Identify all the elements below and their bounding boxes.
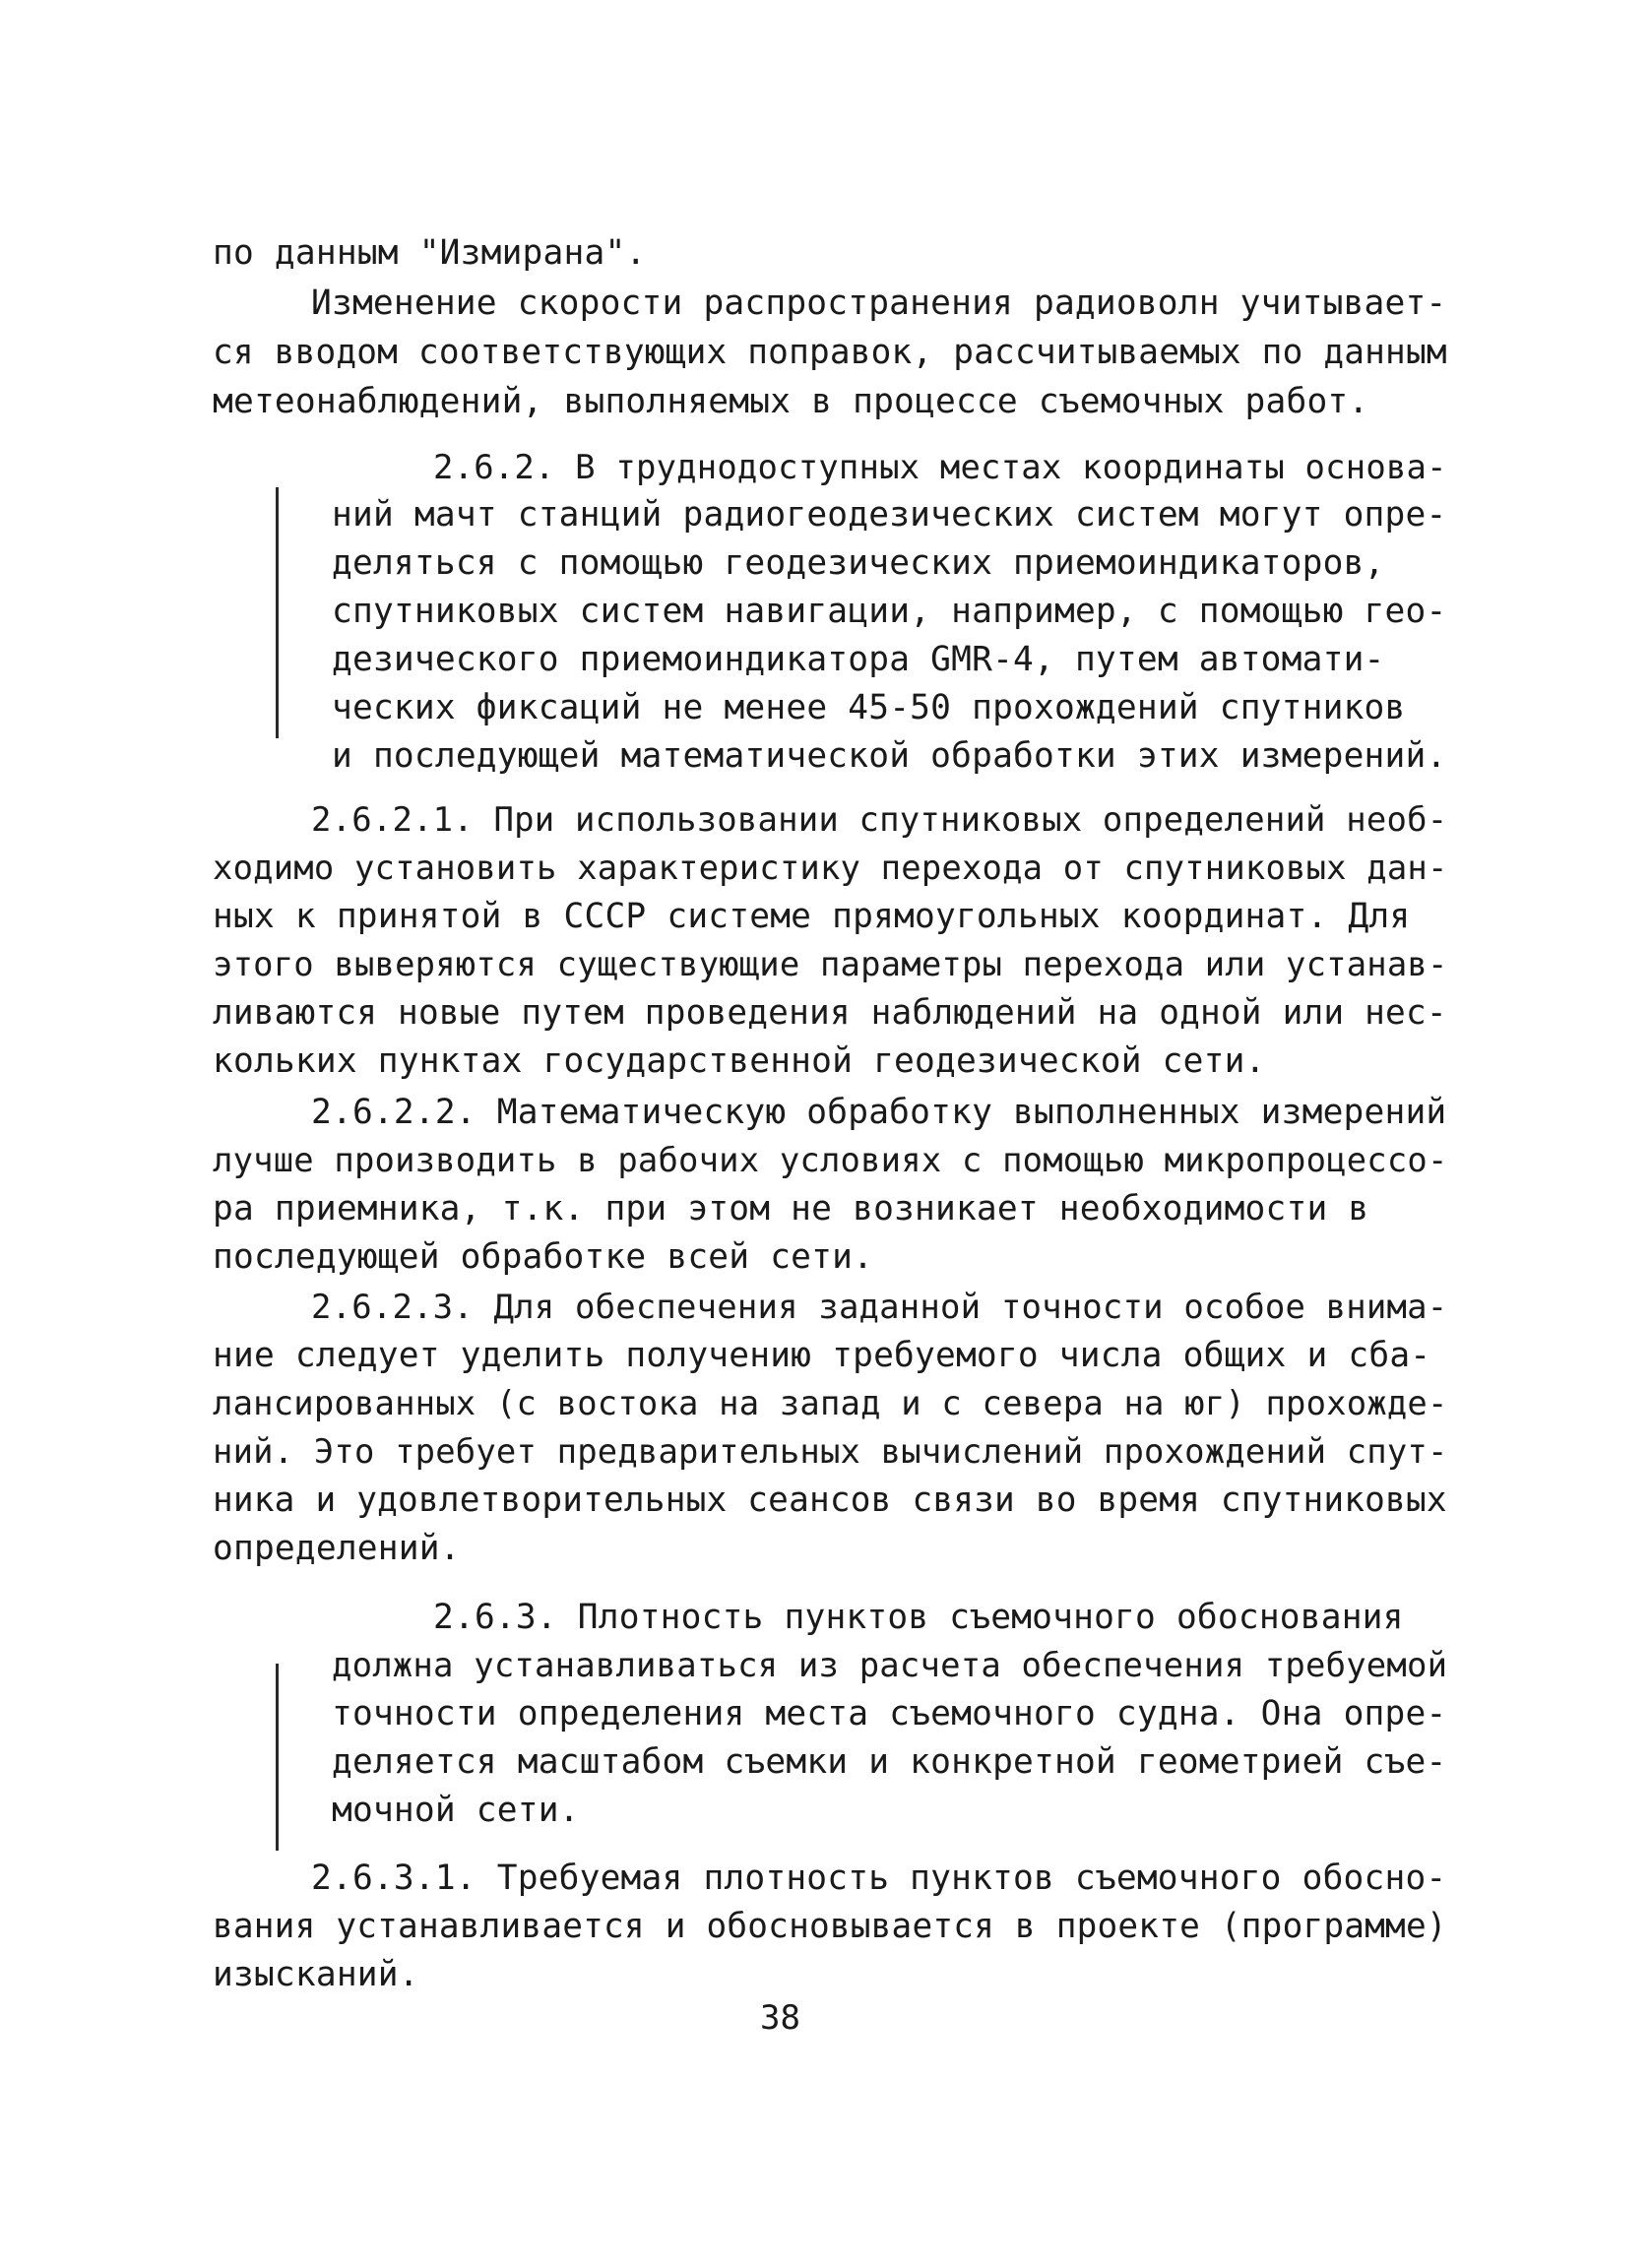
text-line: 2.6.3.1. Требуемая плотность пунктов съемочного обосно-: [311, 1858, 1447, 1898]
text-line: ние следует уделить получению требуемого числа общих и сба-: [213, 1336, 1431, 1375]
text-line: Изменение скорости распространения радиоволн учитывает-: [311, 284, 1447, 323]
text-line: деляется масштабом съемки и конкретной геометрией съе-: [332, 1742, 1447, 1782]
text-line: ческих фиксаций не менее 45-50 прохождений спутников: [332, 688, 1406, 727]
text-line: ника и удовлетворительных сеансов связи во время спутниковых: [213, 1480, 1447, 1520]
text-line: мочной сети.: [332, 1791, 580, 1830]
text-line: по данным "Измирана".: [213, 233, 647, 273]
text-line: ра приемника, т.к. при этом не возникает необходимости в: [213, 1189, 1369, 1228]
text-line: последующей обработке всей сети.: [213, 1237, 874, 1277]
text-line: лансированных (с востока на запад и с севера на юг) прохожде-: [213, 1384, 1448, 1422]
text-line: кольких пунктах государственной геодезической сети.: [213, 1041, 1266, 1081]
text-line: изысканий.: [213, 1955, 419, 1994]
text-line: точности определения места съемочного судна. Она опре-: [332, 1694, 1447, 1733]
text-line: ходимо установить характеристику перехода от спутниковых дан-: [213, 849, 1448, 887]
text-line: ливаются новые путем проведения наблюдений на одной или нес-: [213, 993, 1447, 1033]
text-line: 2.6.2. В труднодоступных местах координаты основа-: [433, 448, 1447, 486]
text-line: вания устанавливается и обосновывается в проекте (программе): [213, 1907, 1447, 1946]
text-line: спутниковых систем навигации, например, с помощью гео-: [332, 592, 1447, 631]
text-line: ний мачт станций радиогеодезических систем могут опре-: [332, 495, 1447, 535]
text-line: 2.6.2.1. При использовании спутниковых определений необ-: [311, 800, 1448, 839]
text-line: лучше производить в рабочих условиях с помощью микропроцессо-: [213, 1141, 1448, 1179]
text-line: 2.6.3. Плотность пунктов съемочного обоснования: [433, 1598, 1404, 1637]
text-line: определений.: [213, 1529, 461, 1568]
text-line: метеонаблюдений, выполняемых в процессе съемочных работ.: [213, 382, 1369, 421]
change-bar: [276, 487, 279, 738]
text-line: ных к принятой в СССР системе прямоугольных координат. Для: [213, 897, 1411, 936]
text-line: ний. Это требует предварительных вычислений прохождений спут-: [213, 1432, 1448, 1471]
text-line: этого выверяются существующие параметры перехода или устанав-: [213, 945, 1448, 983]
text-line: деляться с помощью геодезических приемоиндикаторов,: [332, 543, 1385, 583]
text-line: и последующей математической обработки этих измерений.: [332, 736, 1447, 776]
change-bar: [276, 1664, 279, 1851]
text-line: 2.6.2.2. Математическую обработку выполненных измерений: [311, 1093, 1447, 1132]
text-line: 2.6.2.3. Для обеспечения заданной точности особое внима-: [311, 1288, 1448, 1326]
page-number: 38: [760, 1998, 800, 2038]
text-line: должна устанавливаться из расчета обеспечения требуемой: [332, 1646, 1448, 1684]
text-line: ся вводом соответствующих поправок, рассчитываемых по данным: [213, 333, 1447, 372]
text-line: дезического приемоиндикатора GMR-4, путем автомати-: [332, 640, 1385, 679]
